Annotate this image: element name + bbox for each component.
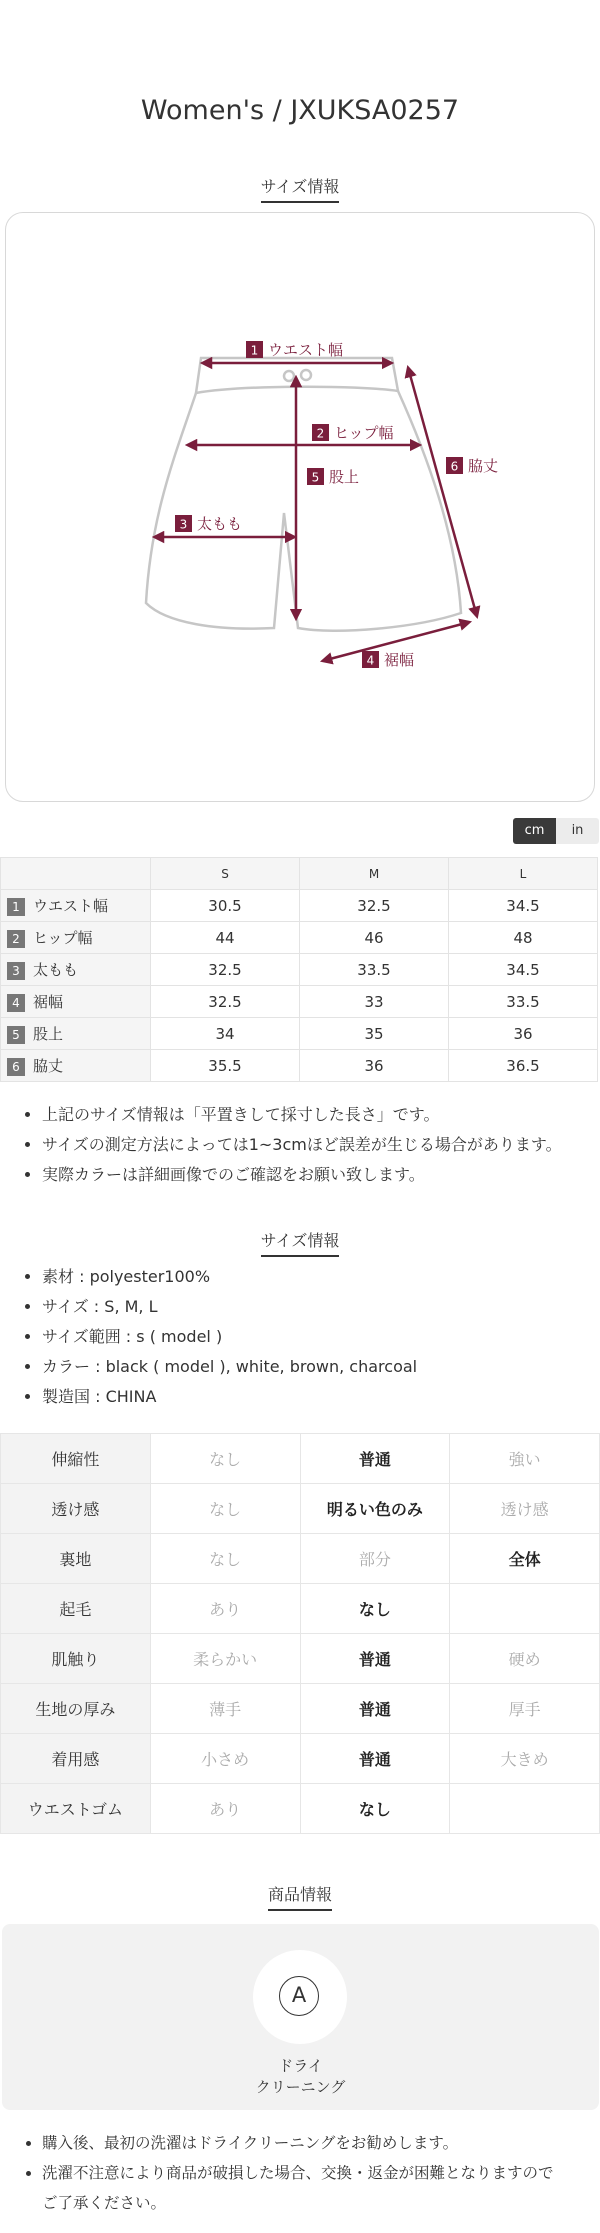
table-cell: 33: [300, 986, 449, 1018]
spec-list: [0, 1262, 417, 1412]
svg-text:裾幅: 裾幅: [384, 651, 415, 669]
list-item: • サイズの測定方法によっては1~3cmほど誤差が生じる場合があります。: [42, 1130, 562, 1160]
table-row: [1, 1734, 600, 1784]
feel-option: 部分: [300, 1534, 450, 1584]
feel-label: 伸縮性: [1, 1434, 151, 1484]
table-row: [1, 1584, 600, 1634]
svg-text:ウエスト幅: ウエスト幅: [268, 341, 344, 359]
row-label: 1 ウエスト幅: [1, 890, 151, 922]
feel-option: なし: [150, 1534, 300, 1584]
table-row: [1, 954, 598, 986]
care-instructions: [2, 1924, 599, 2110]
table-cell: 32.5: [300, 890, 449, 922]
feel-label: 肌触り: [1, 1634, 151, 1684]
svg-text:太もも: 太もも: [197, 515, 243, 533]
care-notes: [0, 2128, 574, 2218]
table-row: [1, 890, 598, 922]
row-label: 3 太もも: [1, 954, 151, 986]
fabric-feel-table: [0, 1433, 600, 1834]
svg-text:1: 1: [250, 343, 259, 358]
feel-option-selected: なし: [300, 1584, 450, 1634]
shorts-illustration: [6, 213, 596, 803]
unit-cm-button[interactable]: cm: [513, 818, 556, 844]
diagram-label-4: [362, 651, 414, 669]
table-cell: 35: [300, 1018, 449, 1050]
diagram-label-3: [175, 515, 242, 533]
table-row: [1, 1484, 600, 1534]
feel-option-selected: 普通: [300, 1434, 450, 1484]
shorts-outline: [146, 358, 461, 631]
table-row: [1, 922, 598, 954]
feel-option: 透け感: [450, 1484, 600, 1534]
spec-heading: サイズ情報: [0, 1228, 600, 1257]
table-cell: 34: [151, 1018, 300, 1050]
svg-text:ヒップ幅: ヒップ幅: [334, 424, 394, 442]
table-cell: 36: [449, 1018, 598, 1050]
list-item: • 素材 : polyester100%: [42, 1262, 417, 1292]
feel-option: 薄手: [150, 1684, 300, 1734]
row-label: 6 脇丈: [1, 1050, 151, 1082]
size-header-m: M: [300, 858, 449, 890]
feel-option: [450, 1784, 600, 1834]
product-info-heading: 商品情報: [0, 1882, 600, 1911]
feel-option: 強い: [450, 1434, 600, 1484]
svg-text:脇丈: 脇丈: [468, 457, 499, 475]
size-info-heading: サイズ情報: [0, 174, 600, 203]
svg-text:5: 5: [311, 470, 320, 485]
row-label: 4 裾幅: [1, 986, 151, 1018]
table-cell: 32.5: [151, 986, 300, 1018]
row-label: 2 ヒップ幅: [1, 922, 151, 954]
table-cell: 36.5: [449, 1050, 598, 1082]
table-cell: 32.5: [151, 954, 300, 986]
size-notes: [0, 1100, 562, 1190]
list-item: • サイズ範囲 : s ( model ): [42, 1322, 417, 1352]
list-item: • 実際カラーは詳細画像でのご確認をお願い致します。: [42, 1160, 562, 1190]
svg-text:2: 2: [316, 426, 325, 441]
measurement-diagram: [5, 212, 595, 802]
svg-text:6: 6: [450, 459, 459, 474]
unit-in-button[interactable]: in: [556, 818, 599, 844]
feel-option: [450, 1584, 600, 1634]
list-item: • 上記のサイズ情報は「平置きして採寸した長さ」です。: [42, 1100, 562, 1130]
list-item: • カラー : black ( model ), white, brown, charcoal: [42, 1352, 417, 1382]
feel-option-selected: 全体: [450, 1534, 600, 1584]
list-item: • 購入後、最初の洗濯はドライクリーニングをお勧めします。: [42, 2128, 554, 2158]
table-cell: 30.5: [151, 890, 300, 922]
feel-option-selected: 明るい色のみ: [300, 1484, 450, 1534]
diagram-label-5: [307, 468, 359, 486]
feel-option-selected: 普通: [300, 1734, 450, 1784]
feel-option-selected: 普通: [300, 1634, 450, 1684]
feel-option: あり: [150, 1784, 300, 1834]
table-cell: 46: [300, 922, 449, 954]
table-cell: 33.5: [449, 986, 598, 1018]
size-header-l: L: [449, 858, 598, 890]
svg-text:4: 4: [366, 653, 375, 668]
svg-text:股上: 股上: [329, 468, 360, 486]
feel-label: 裏地: [1, 1534, 151, 1584]
feel-label: 着用感: [1, 1734, 151, 1784]
dry-clean-icon: A: [279, 1976, 319, 2016]
feel-label: 生地の厚み: [1, 1684, 151, 1734]
table-row: [1, 1050, 598, 1082]
care-icon-circle: [253, 1950, 347, 2044]
table-cell: 35.5: [151, 1050, 300, 1082]
size-header-s: S: [151, 858, 300, 890]
care-label: ドライ クリーニング: [255, 2057, 346, 2096]
table-row: [1, 1684, 600, 1734]
size-table: [0, 857, 598, 1082]
svg-text:3: 3: [179, 517, 188, 532]
feel-label: 起毛: [1, 1584, 151, 1634]
table-cell: 36: [300, 1050, 449, 1082]
feel-option: 厚手: [450, 1684, 600, 1734]
table-cell: 48: [449, 922, 598, 954]
feel-label: ウエストゴム: [1, 1784, 151, 1834]
diagram-label-6: [446, 457, 498, 475]
list-item: • サイズ : S, M, L: [42, 1292, 417, 1322]
table-row: [1, 986, 598, 1018]
list-item: • 製造国 : CHINA: [42, 1382, 417, 1412]
diagram-label-1: [246, 341, 343, 359]
feel-option: 硬め: [450, 1634, 600, 1684]
table-cell: 34.5: [449, 890, 598, 922]
size-table-header: [1, 858, 598, 890]
feel-option: あり: [150, 1584, 300, 1634]
table-row: [1, 1534, 600, 1584]
feel-option-selected: 普通: [300, 1684, 450, 1734]
table-cell: 44: [151, 922, 300, 954]
feel-option: なし: [150, 1484, 300, 1534]
feel-option: 大きめ: [450, 1734, 600, 1784]
feel-option-selected: なし: [300, 1784, 450, 1834]
row-label: 5 股上: [1, 1018, 151, 1050]
table-row: [1, 1434, 600, 1484]
table-cell: 34.5: [449, 954, 598, 986]
table-row: [1, 1018, 598, 1050]
list-item: • 洗濯不注意により商品が破損した場合、交換・返金が困難となりますので ご了承ください。: [42, 2158, 554, 2218]
table-cell: 33.5: [300, 954, 449, 986]
feel-option: 柔らかい: [150, 1634, 300, 1684]
product-title: Women's / JXUKSA0257: [140, 95, 460, 126]
table-row: [1, 1784, 600, 1834]
unit-toggle: [513, 818, 599, 844]
size-table-corner: [1, 858, 151, 890]
feel-option: 小さめ: [150, 1734, 300, 1784]
table-row: [1, 1634, 600, 1684]
feel-option: なし: [150, 1434, 300, 1484]
diagram-label-2: [312, 424, 394, 442]
feel-label: 透け感: [1, 1484, 151, 1534]
